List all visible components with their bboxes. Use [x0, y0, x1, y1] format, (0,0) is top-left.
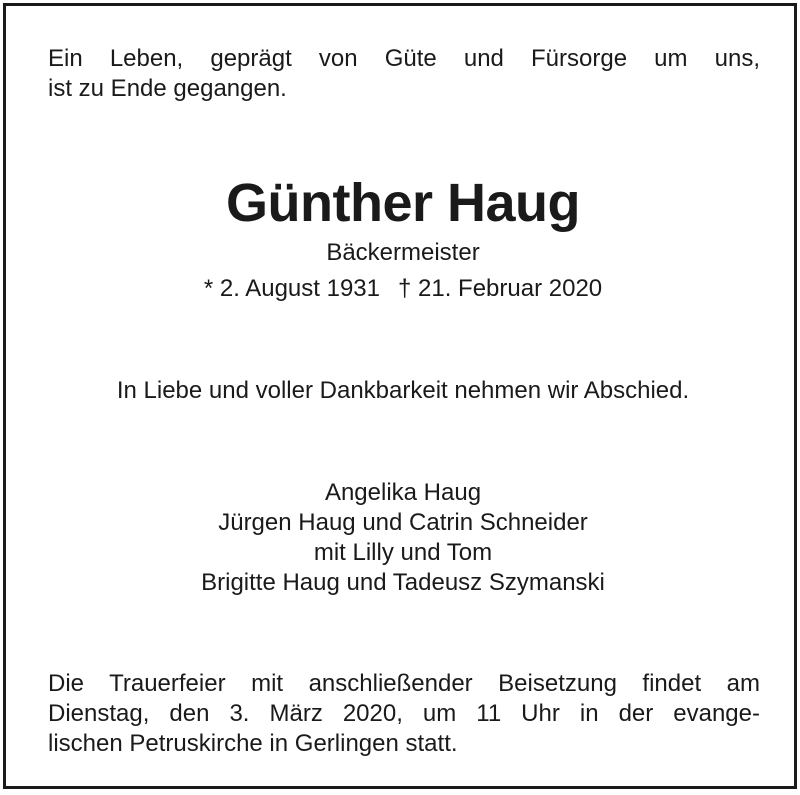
- mourner-line: Jürgen Haug und Catrin Schneider: [218, 509, 588, 536]
- mourners-list: [6, 478, 800, 598]
- intro-text: [48, 44, 760, 104]
- deceased-name: Günther Haug: [226, 173, 580, 233]
- intro-line-1: Ein Leben, geprägt von Güte und Fürsorge um uns,: [48, 45, 760, 72]
- deceased-profession: Bäckermeister: [326, 239, 480, 266]
- funeral-line-1: Die Trauerfeier mit anschließender Beisetzung findet am: [48, 670, 760, 697]
- mourner-line: Angelika Haug: [324, 479, 482, 506]
- funeral-line-3: lischen Petruskirche in Gerlingen statt.: [48, 730, 458, 757]
- birth-date: * 2. August 1931: [203, 275, 380, 302]
- death-date: † 21. Februar 2020: [398, 275, 603, 302]
- farewell-text: In Liebe und voller Dankbarkeit nehmen wir Abschied.: [116, 377, 690, 404]
- life-dates: [6, 274, 800, 304]
- obituary-frame: [3, 3, 797, 789]
- funeral-line-2: Dienstag, den 3. März 2020, um 11 Uhr in der evange-: [48, 700, 760, 727]
- intro-line-2: ist zu Ende gegangen.: [48, 75, 287, 102]
- mourner-line: mit Lilly und Tom: [313, 539, 493, 566]
- funeral-notice: [48, 669, 760, 759]
- mourner-line: Brigitte Haug und Tadeusz Szymanski: [201, 569, 605, 596]
